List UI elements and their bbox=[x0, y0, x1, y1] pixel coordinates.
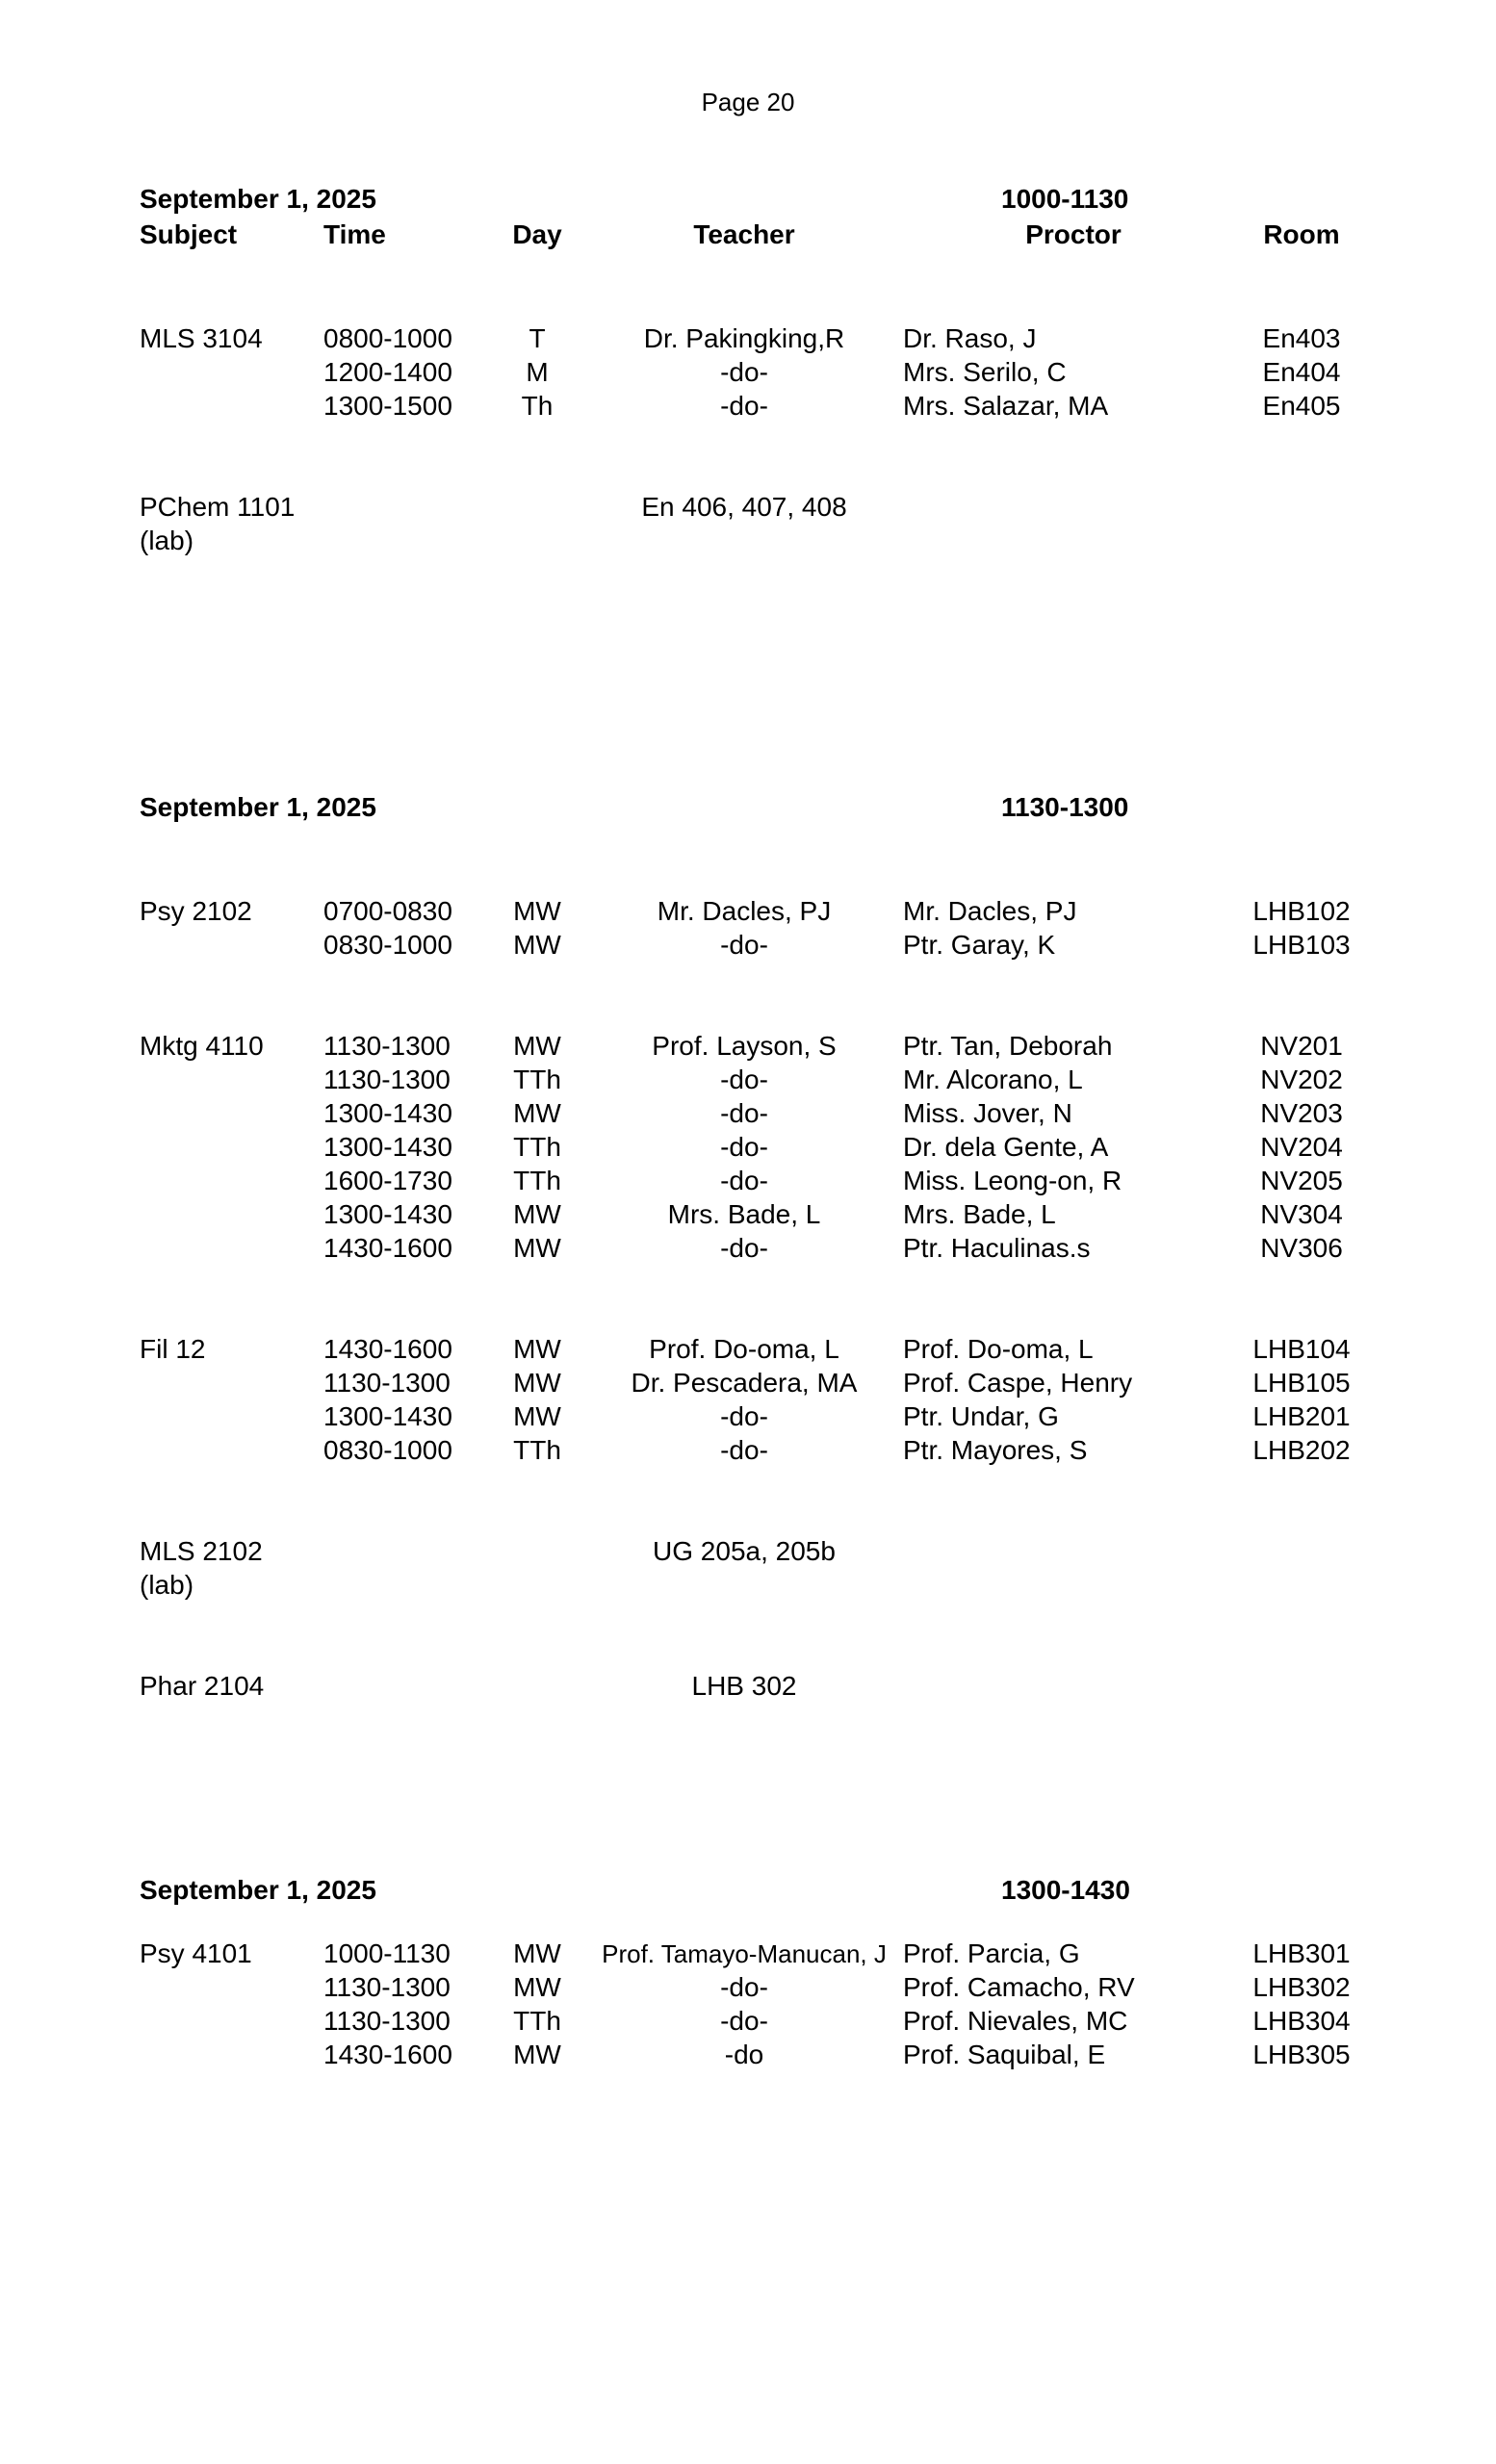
row-time: 1300-1430 bbox=[323, 1199, 452, 1229]
row-teacher: -do- bbox=[720, 930, 768, 960]
subject-code: Psy 4101 bbox=[140, 1938, 252, 1968]
column-header-day: Day bbox=[512, 219, 562, 249]
row-teacher: -do- bbox=[720, 1401, 768, 1431]
subject-code: Phar 2104 bbox=[140, 1671, 265, 1701]
row-proctor: Prof. Nievales, MC bbox=[903, 2006, 1128, 2036]
row-teacher: -do- bbox=[720, 2006, 768, 2036]
row-teacher: -do- bbox=[720, 1098, 768, 1128]
row-proctor: Ptr. Garay, K bbox=[903, 930, 1056, 960]
page-number: Page 20 bbox=[701, 88, 795, 116]
row-teacher: -do- bbox=[720, 391, 768, 421]
section-date: September 1, 2025 bbox=[140, 792, 376, 822]
row-day: TTh bbox=[513, 2006, 561, 2036]
row-room: En404 bbox=[1262, 357, 1341, 387]
section-slot: 1130-1300 bbox=[1001, 792, 1129, 822]
row-time: 1430-1600 bbox=[323, 2040, 452, 2069]
row-proctor: Prof. Camacho, RV bbox=[903, 1972, 1135, 2002]
row-room: LHB302 bbox=[1252, 1972, 1351, 2002]
row-room: NV205 bbox=[1260, 1166, 1343, 1195]
row-proctor: Miss. Leong-on, R bbox=[903, 1166, 1122, 1195]
row-time: 1430-1600 bbox=[323, 1233, 452, 1263]
row-proctor: Miss. Jover, N bbox=[903, 1098, 1072, 1128]
row-proctor: Mrs. Serilo, C bbox=[903, 357, 1067, 387]
subject-code: Psy 2102 bbox=[140, 896, 252, 926]
row-teacher: -do- bbox=[720, 357, 768, 387]
subject-room-note: UG 205a, 205b bbox=[653, 1536, 836, 1566]
row-day: MW bbox=[513, 1233, 561, 1263]
row-proctor: Prof. Saquibal, E bbox=[903, 2040, 1106, 2069]
row-day: M bbox=[526, 357, 549, 387]
subject-code: Mktg 4110 bbox=[140, 1031, 264, 1061]
row-day: T bbox=[529, 323, 546, 353]
subject-code: MLS 3104 bbox=[140, 323, 263, 353]
row-time: 1000-1130 bbox=[323, 1938, 451, 1968]
section-date: September 1, 2025 bbox=[140, 1875, 376, 1905]
row-time: 0800-1000 bbox=[323, 323, 452, 353]
row-room: LHB305 bbox=[1252, 2040, 1351, 2069]
row-time: 1130-1300 bbox=[323, 1368, 451, 1398]
row-teacher: -do- bbox=[720, 1233, 768, 1263]
row-day: MW bbox=[513, 1031, 561, 1061]
column-header-time: Time bbox=[323, 219, 386, 249]
row-proctor: Mrs. Bade, L bbox=[903, 1199, 1056, 1229]
subject-code: Fil 12 bbox=[140, 1334, 206, 1364]
column-header-teacher: Teacher bbox=[693, 219, 795, 249]
row-teacher: -do- bbox=[720, 1065, 768, 1094]
row-time: 1430-1600 bbox=[323, 1334, 452, 1364]
subject-room-note: LHB 302 bbox=[691, 1671, 797, 1701]
row-room: LHB301 bbox=[1252, 1938, 1351, 1968]
subject-note: (lab) bbox=[140, 1570, 194, 1600]
row-time: 1130-1300 bbox=[323, 2006, 451, 2036]
row-day: MW bbox=[513, 1401, 561, 1431]
section-date: September 1, 2025 bbox=[140, 184, 376, 214]
row-proctor: Prof. Caspe, Henry bbox=[903, 1368, 1133, 1398]
row-teacher: -do- bbox=[720, 1132, 768, 1162]
row-time: 1300-1500 bbox=[323, 391, 452, 421]
row-proctor: Ptr. Undar, G bbox=[903, 1401, 1059, 1431]
row-room: LHB304 bbox=[1252, 2006, 1351, 2036]
row-proctor: Ptr. Tan, Deborah bbox=[903, 1031, 1113, 1061]
row-teacher: Mr. Dacles, PJ bbox=[657, 896, 832, 926]
row-time: 1130-1300 bbox=[323, 1065, 451, 1094]
row-room: NV306 bbox=[1260, 1233, 1343, 1263]
subject-note: (lab) bbox=[140, 526, 194, 555]
row-room: NV304 bbox=[1260, 1199, 1343, 1229]
row-day: MW bbox=[513, 1368, 561, 1398]
column-header-proctor: Proctor bbox=[1025, 219, 1122, 249]
row-time: 0830-1000 bbox=[323, 930, 452, 960]
row-teacher: Mrs. Bade, L bbox=[667, 1199, 821, 1229]
row-day: Th bbox=[521, 391, 554, 421]
row-proctor: Ptr. Mayores, S bbox=[903, 1435, 1088, 1465]
row-proctor: Dr. Raso, J bbox=[903, 323, 1037, 353]
row-proctor: Prof. Parcia, G bbox=[903, 1938, 1080, 1968]
row-day: TTh bbox=[513, 1435, 561, 1465]
subject-code: MLS 2102 bbox=[140, 1536, 263, 1566]
row-time: 1300-1430 bbox=[323, 1401, 452, 1431]
row-teacher: Dr. Pescadera, MA bbox=[631, 1368, 858, 1398]
row-room: NV204 bbox=[1260, 1132, 1343, 1162]
row-day: MW bbox=[513, 896, 561, 926]
row-day: MW bbox=[513, 1938, 561, 1968]
row-teacher: -do bbox=[724, 2040, 764, 2069]
row-room: LHB201 bbox=[1252, 1401, 1351, 1431]
row-proctor: Mrs. Salazar, MA bbox=[903, 391, 1109, 421]
row-day: TTh bbox=[513, 1065, 561, 1094]
row-room: LHB202 bbox=[1252, 1435, 1351, 1465]
row-room: NV201 bbox=[1260, 1031, 1343, 1061]
row-day: MW bbox=[513, 1199, 561, 1229]
row-time: 1300-1430 bbox=[323, 1132, 452, 1162]
section-slot: 1000-1130 bbox=[1001, 184, 1129, 214]
row-teacher: -do- bbox=[720, 1166, 768, 1195]
subject-room-note: En 406, 407, 408 bbox=[641, 492, 847, 522]
row-day: TTh bbox=[513, 1132, 561, 1162]
row-room: NV203 bbox=[1260, 1098, 1343, 1128]
row-proctor: Mr. Alcorano, L bbox=[903, 1065, 1083, 1094]
row-time: 1600-1730 bbox=[323, 1166, 452, 1195]
row-day: MW bbox=[513, 1334, 561, 1364]
row-teacher: Dr. Pakingking,R bbox=[643, 323, 845, 353]
row-time: 1130-1300 bbox=[323, 1972, 451, 2002]
row-room: LHB105 bbox=[1252, 1368, 1351, 1398]
row-time: 1300-1430 bbox=[323, 1098, 452, 1128]
row-room: LHB104 bbox=[1252, 1334, 1351, 1364]
row-teacher: Prof. Do-oma, L bbox=[649, 1334, 839, 1364]
row-day: MW bbox=[513, 1098, 561, 1128]
row-day: MW bbox=[513, 930, 561, 960]
row-day: MW bbox=[513, 2040, 561, 2069]
row-time: 1200-1400 bbox=[323, 357, 452, 387]
row-teacher: -do- bbox=[720, 1972, 768, 2002]
row-proctor: Mr. Dacles, PJ bbox=[903, 896, 1077, 926]
row-day: TTh bbox=[513, 1166, 561, 1195]
row-room: LHB102 bbox=[1252, 896, 1351, 926]
row-proctor: Prof. Do-oma, L bbox=[903, 1334, 1094, 1364]
row-time: 0700-0830 bbox=[323, 896, 452, 926]
row-time: 0830-1000 bbox=[323, 1435, 452, 1465]
section-slot: 1300-1430 bbox=[1001, 1875, 1130, 1905]
subject-code: PChem 1101 bbox=[140, 492, 296, 522]
row-proctor: Dr. dela Gente, A bbox=[903, 1132, 1109, 1162]
row-room: En405 bbox=[1262, 391, 1341, 421]
row-room: NV202 bbox=[1260, 1065, 1343, 1094]
row-proctor: Ptr. Haculinas.s bbox=[903, 1233, 1091, 1263]
row-room: En403 bbox=[1262, 323, 1341, 353]
row-room: LHB103 bbox=[1252, 930, 1351, 960]
column-header-room: Room bbox=[1263, 219, 1340, 249]
column-header-subject: Subject bbox=[140, 219, 238, 249]
row-day: MW bbox=[513, 1972, 561, 2002]
row-teacher: Prof. Layson, S bbox=[652, 1031, 837, 1061]
row-teacher: Prof. Tamayo-Manucan, J bbox=[602, 1939, 887, 1968]
row-time: 1130-1300 bbox=[323, 1031, 451, 1061]
row-teacher: -do- bbox=[720, 1435, 768, 1465]
